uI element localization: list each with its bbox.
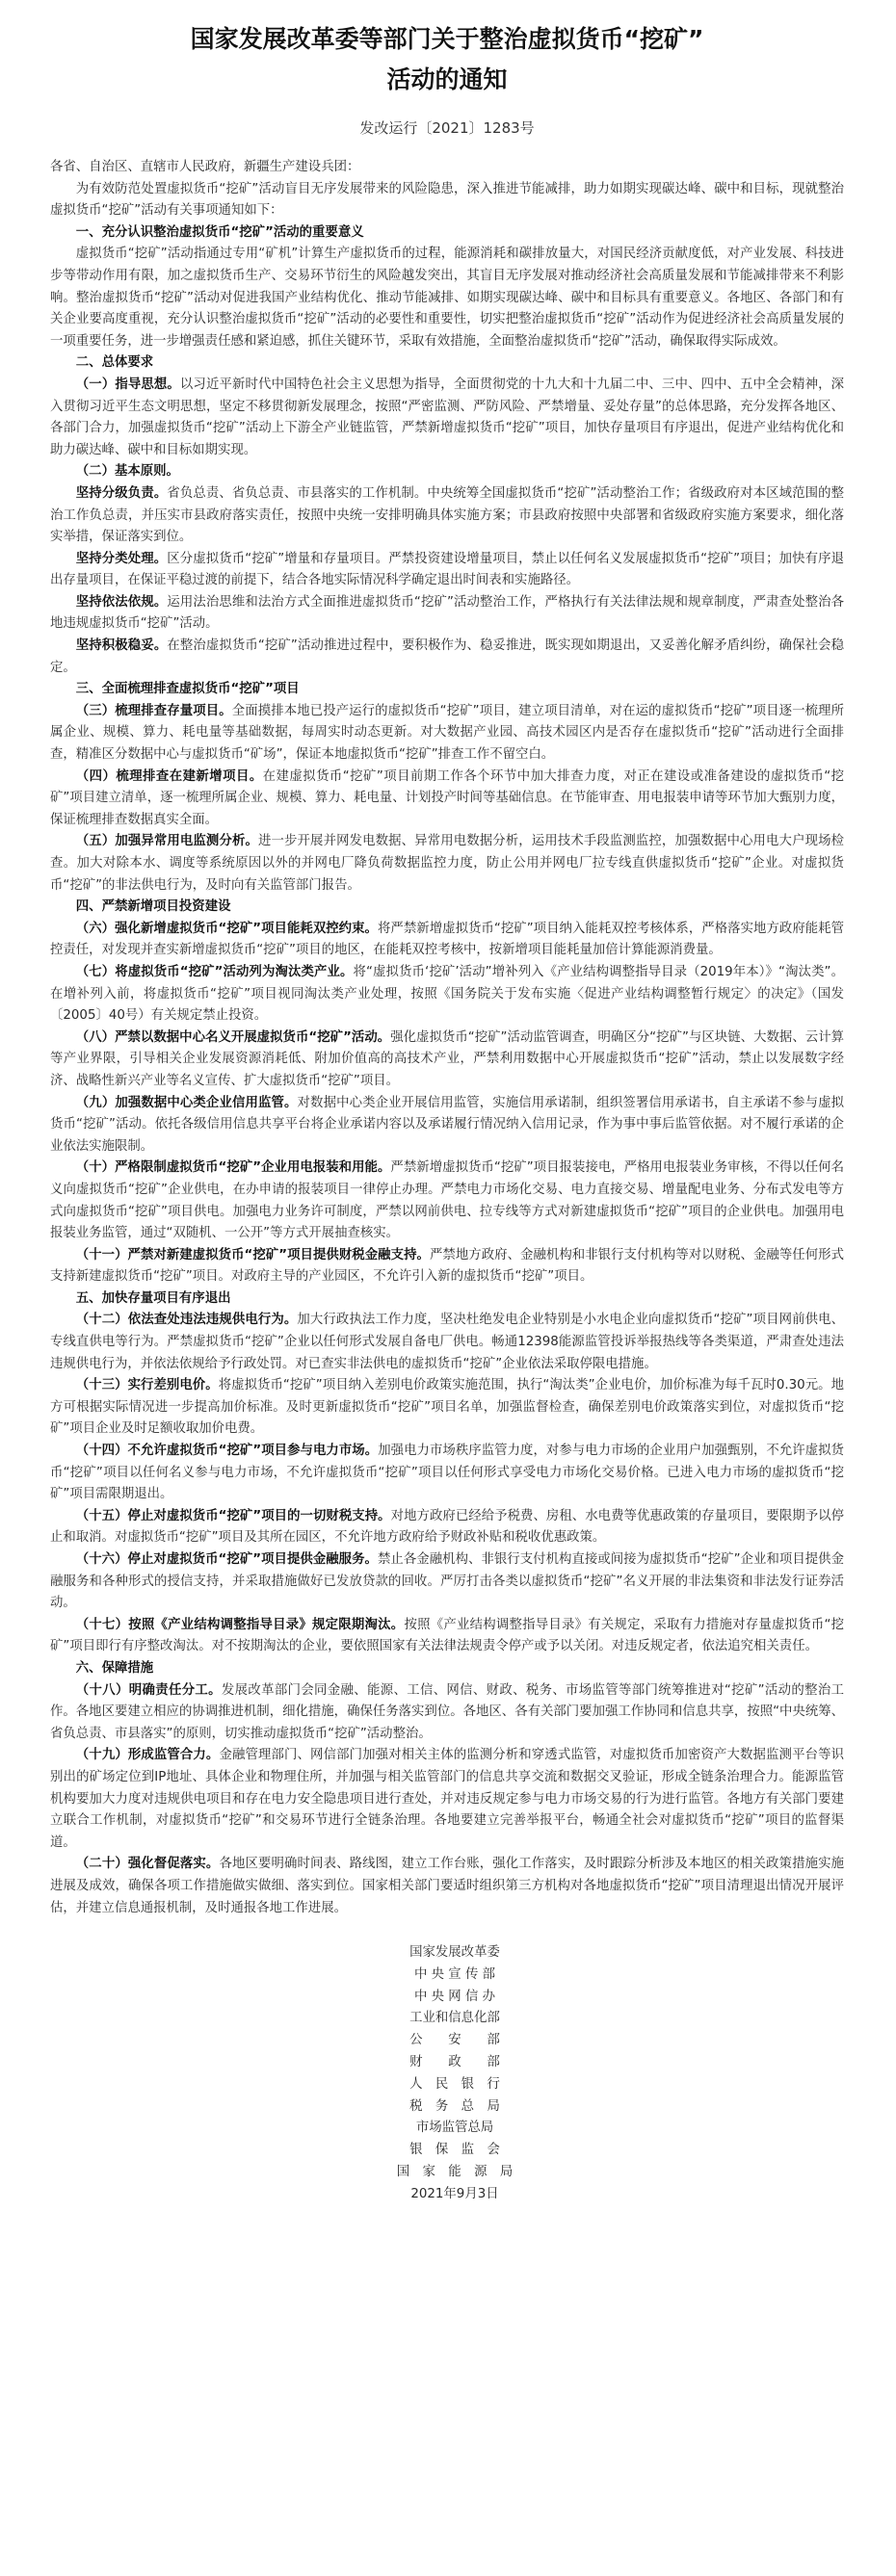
paragraph-text: 将虚拟货币“挖矿”项目纳入差别电价政策实施范围，执行“淘汰类”企业电价，加价标准为每千瓦时0.30元。地方可根据实际情况进一步提高加价标准。及时更新虚拟货币“挖矿”项目名单，加强监督检查，确保差别电价政策落实到位，对虚拟货币“挖矿”项目企业及时足额收取加价电费。 (50, 1378, 845, 1437)
body-paragraph (50, 1615, 844, 1658)
signatory: 中 央 宣 传 部 (414, 1966, 495, 1982)
paragraph-lead: （二十）强化督促落实。 (75, 1857, 220, 1872)
paragraph-lead: （七）将虚拟货币“挖矿”活动列为淘汰类产业。 (75, 964, 354, 979)
body-paragraph (50, 244, 844, 352)
document-body (50, 222, 844, 1919)
section-heading-text: 四、严禁新增项目投资建设 (75, 899, 231, 915)
section-heading (50, 679, 844, 701)
paragraph-text: 对数据中心类企业开展信用监管，实施信用承诺制，组织签署信用承诺书，自主承诺不参与虚拟货币“挖矿”活动。依托各级信用信息共享平台将企业承诺内容以及承诺履行情况纳入信用记录，作为事中事后监管依据。对不履行承诺的企业依法实施限制。 (50, 1095, 845, 1154)
signatory: 人 民 银 行 (409, 2076, 500, 2092)
signatory: 市场监管总局 (415, 2121, 494, 2136)
paragraph-text: 对地方政府已经给予税费、房租、水电费等优惠政策的存量项目，要限期予以停止和取消。对虚拟货币“挖矿”项目及其所在园区，不允许地方政府给予财政补贴和税收优惠政策。 (50, 1508, 845, 1546)
paragraph-lead: （十一）严禁对新建虚拟货币“挖矿”项目提供财税金融支持。 (75, 1247, 430, 1262)
paragraph-text: 运用法治思维和法治方式全面推进虚拟货币“挖矿”活动整治工作，严格执行有关法律法规和规章制度，严肃查处整治各地违规虚拟货币“挖矿”活动。 (50, 594, 845, 632)
body-paragraph (50, 919, 844, 962)
signatory: 国 家 能 源 局 (396, 2165, 514, 2180)
paragraph-text: 强化虚拟货币“挖矿”活动监管调查，明确区分“挖矿”与区块链、大数据、云计算等产业界限，引导相关企业发展资源消耗低、附加价值高的高技术产业，严禁利用数据中心开展虚拟货币“挖矿”活动，禁止以发展数字经济、战略性新兴产业等名义宣传、扩大虚拟货币“挖矿”项目。 (50, 1029, 845, 1088)
body-paragraph (50, 549, 844, 592)
paragraph-text: 全面摸排本地已投产运行的虚拟货币“挖矿”项目，建立项目清单，对在运的虚拟货币“挖矿”项目逐一梳理所属企业、规模、算力、耗电量等基础数据，每周实时动态更新。对大数据产业园、高技术园区内是否存在虚拟货币“挖矿”活动进行全面排查，精准区分数据中心与虚拟货币“矿场”，保证本地虚拟货币“挖矿”排查工作不留空白。 (50, 703, 845, 763)
section-heading-text: 五、加快存量项目有序退出 (75, 1290, 231, 1306)
body-paragraph (50, 1745, 844, 1854)
section-heading-text: 六、保障措施 (75, 1660, 154, 1676)
body-paragraph (50, 1245, 844, 1288)
paragraph-text: 金融管理部门、网信部门加强对相关主体的监测分析和穿透式监管，对虚拟货币加密资产大数据监测平台等识别出的矿场定位到IP地址、具体企业和物理住所，并加强与相关监管部门的信息共享交流和数据交叉验证，形成全链条治理合力。能源监管机构要加大力度对违规供电项目和存在电力安全隐患项目进行查处，并对违反规定参与电力市场交易的行为进行监管。各地方有关部门要建立联合工作机制，对虚拟货币“挖矿”和交易环节进行全链条治理。各地要建立完善举报平台，畅通全社会对虚拟货币“挖矿”项目的监督渠道。 (50, 1748, 844, 1850)
signatory: 银 保 监 会 (409, 2143, 500, 2158)
body-paragraph (50, 375, 844, 461)
paragraph-text: 省负总责、省负总责、市县落实的工作机制。中央统筹全国虚拟货币“挖矿”活动整治工作；省级政府对本区域范围的整治工作负总责，并压实市县政府落实责任，按照中央统一安排明确具体实施方案；市县政府按照中央部署和省级政府实施方案要求，细化落实举措，保证落实到位。 (50, 485, 845, 545)
issue-date: 2021年9月3日 (410, 2186, 499, 2201)
document-number: 发改运行〔2021〕1283号 (359, 119, 535, 137)
paragraph-text: 区分虚拟货币“挖矿”增量和存量项目。严禁投资建设增量项目，禁止以任何名义发展虚拟货币“挖矿”项目；加快有序退出存量项目，在保证平稳过渡的前提下，结合各地实际情况科学确定退出时间表和实施路径。 (50, 551, 845, 588)
paragraph-text: 严禁新增虚拟货币“挖矿”项目报装接电，严格用电报装业务审核，不得以任何名义向虚拟货币“挖矿”企业供电，在办申请的报装项目一律停止办理。严禁电力市场化交易、电力直接交易、增量配电业务、分布式发电等方式向虚拟货币“挖矿”项目供电。加强电力业务许可制度，严禁以网前供电、拉专线等方式对新建虚拟货币“挖矿”项目的企业供电。加强用电报装业务监管，通过“双随机、一公开”等方式开展抽查核实。 (50, 1160, 844, 1241)
signatory: 财 政 部 (409, 2055, 500, 2070)
body-paragraph (50, 483, 844, 549)
signatory: 公 安 部 (409, 2033, 500, 2048)
paragraph-text: 虚拟货币“挖矿”活动指通过专用“矿机”计算生产虚拟货币的过程，能源消耗和碳排放量大，对国民经济贡献度低，对产业发展、科技进步等带动作用有限，加之虚拟货币生产、交易环节衍生的风险越发突出，其盲目无序发展对推动经济社会高质量发展和节能减排带来不利影响。整治虚拟货币“挖矿”活动对促进我国产业结构优化、推动节能减排、如期实现碳达峰、碳中和目标具有重要意义。各地区、各部门和有关企业要高度重视，充分认识整治虚拟货币“挖矿”活动的必要性和重要性，切实把整治虚拟货币“挖矿”活动作为促进经济社会高质量发展的一项重要任务，进一步增强责任感和紧迫感，抓住关键环节，采取有效措施，全面整治虚拟货币“挖矿”活动，确保取得实际成效。 (50, 247, 844, 349)
paragraph-lead: （十六）停止对虚拟货币“挖矿”项目提供金融服务。 (75, 1552, 378, 1567)
body-paragraph (50, 1310, 844, 1375)
paragraph-lead: 坚持依法依规。 (75, 594, 168, 610)
signatory: 国家发展改革委 (409, 1945, 500, 1961)
body-paragraph (50, 592, 844, 636)
paragraph-text: 在整治虚拟货币“挖矿”活动推进过程中，要积极作为、稳妥推进，既实现如期退出，又妥善化解矛盾纠纷，确保社会稳定。 (50, 638, 845, 675)
paragraph-text: 加强电力市场秩序监管力度，对参与电力市场的企业用户加强甄别，不允许虚拟货币“挖矿”项目以任何名义参与电力市场，不允许虚拟货币“挖矿”项目以任何形式享受电力市场化交易价格。已进入电力市场的虚拟货币“挖矿”项目需限期退出。 (50, 1444, 844, 1502)
paragraph-text: 将严禁新增虚拟货币“挖矿”项目纳入能耗双控考核体系，严格落实地方政府能耗管控责任，对发现并查实新增虚拟货币“挖矿”项目的地区，在能耗双控考核中，按新增项目能耗量加倍计算能源消费量。 (50, 921, 845, 958)
section-heading (50, 1658, 844, 1680)
paragraph-lead: （九）加强数据中心类企业信用监管。 (75, 1095, 298, 1110)
signatory: 中 央 网 信 办 (414, 1989, 495, 2004)
paragraph-text: 发展改革部门会同金融、能源、工信、网信、财政、税务、市场监管等部门统筹推进对“挖矿”活动的整治工作。各地区要建立相应的协调推进机制，细化措施，确保任务落实到位。各地区、各有关部门要加强工作协同和信息共享，按照“中央统筹、省负总责、市县落实”的原则，切实推动虚拟货币“挖矿”活动整治。 (50, 1682, 845, 1741)
paragraph-text: 将“虚拟货币‘挖矿’活动”增补列入《产业结构调整指导目录（2019年本）》“淘汰类”。在增补列入前，将虚拟货币“挖矿”项目视同淘汰类产业处理，按照《国务院关于发布实施〈促进产业结构调整暂行规定〉的决定》（国发〔2005〕40号）有关规定禁止投资。 (50, 964, 844, 1024)
body-paragraph (50, 962, 844, 1028)
paragraph-text: 各地区要明确时间表、路线图，建立工作台账，强化工作落实，及时跟踪分析涉及本地区的相关政策措施实施进展及成效，确保各项工作措施做实做细、落实到位。国家相关部门要适时组织第三方机构对各地虚拟货币“挖矿”项目清理退出情况开展评估，并建立信息通报机制，及时通报各地工作进展。 (50, 1857, 844, 1915)
intro-paragraph: 为有效防范处置虚拟货币“挖矿”活动盲目无序发展带来的风险隐患，深入推进节能减排，助力如期实现碳达峰、碳中和目标，现就整治虚拟货币“挖矿”活动有关事项通知如下： (50, 181, 844, 219)
paragraph-lead: （十四）不允许虚拟货币“挖矿”项目参与电力市场。 (75, 1444, 379, 1459)
section-heading (50, 897, 844, 919)
body-paragraph (50, 1028, 844, 1093)
paragraph-text: 严禁地方政府、金融机构和非银行支付机构等对以财税、金融等任何形式支持新建虚拟货币“挖矿”项目。对政府主导的产业园区，不允许引入新的虚拟货币“挖矿”项目。 (50, 1247, 844, 1285)
signatory-block (349, 1942, 561, 2206)
section-heading-text: 三、全面梳理排查虚拟货币“挖矿”项目 (75, 682, 300, 697)
body-paragraph (50, 1093, 844, 1158)
section-heading (50, 1288, 844, 1311)
paragraph-lead: （五）加强异常用电监测分析。 (75, 834, 258, 849)
body-paragraph (50, 1680, 844, 1746)
paragraph-lead: （三）梳理排查存量项目。 (75, 703, 232, 718)
body-paragraph (50, 1158, 844, 1244)
section-heading-text: 二、总体要求 (75, 355, 154, 371)
paragraph-text: 在建虚拟货币“挖矿”项目前期工作各个环节中加大排查力度，对正在建设或准备建设的虚拟货币“挖矿”项目建立清单，逐一梳理所属企业、规模、算力、耗电量、计划投产时间等基础信息。在节能审查、用电报装申请等环节加大甄别力度，保证梳理排查数据真实全面。 (50, 768, 845, 827)
body-paragraph (50, 461, 844, 483)
paragraph-lead: （六）强化新增虚拟货币“挖矿”项目能耗双控约束。 (75, 921, 378, 936)
section-heading (50, 222, 844, 245)
paragraph-text: 按照《产业结构调整指导目录》有关规定，采取有力措施对存量虚拟货币“挖矿”项目即行有序整改淘汰。对不按期淘汰的企业，要依照国家有关法律法规责令停产或予以关闭。对违反规定者，依法追究相关责任。 (50, 1617, 845, 1654)
section-heading-text: 一、充分认识整治虚拟货币“挖矿”活动的重要意义 (75, 224, 364, 240)
paragraph-lead: 坚持分类处理。 (75, 551, 168, 566)
body-paragraph (50, 1549, 844, 1615)
paragraph-text: 禁止各金融机构、非银行支付机构直接或间接为虚拟货币“挖矿”企业和项目提供金融服务和各种形式的授信支持，并采取措施做好已发放贷款的回收。严厉打击各类以虚拟货币“挖矿”名义开展的非法集资和非法发行证券活动。 (50, 1552, 845, 1611)
body-paragraph (50, 831, 844, 897)
addressee: 各省、自治区、直辖市人民政府，新疆生产建设兵团： (50, 160, 360, 174)
paragraph-lead: （十九）形成监管合力。 (75, 1748, 220, 1763)
paragraph-lead: （十三）实行差别电价。 (75, 1378, 219, 1393)
paragraph-lead: （十五）停止对虚拟货币“挖矿”项目的一切财税支持。 (75, 1508, 391, 1523)
paragraph-lead: （一）指导思想。 (75, 377, 180, 392)
paragraph-text: 进一步开展并网发电数据、异常用电数据分析，运用技术手段监测监控，加强数据中心用电大户现场检查。加大对除本水、调度等系统原因以外的并网电厂降负荷数据监控力度，防止公用并网电厂拉专线直供虚拟货币“挖矿”企业。对虚拟货币“挖矿”的非法供电行为，及时向有关监管部门报告。 (50, 834, 845, 893)
paragraph-text: 以习近平新时代中国特色社会主义思想为指导，全面贯彻党的十九大和十九届二中、三中、四中、五中全会精神，深入贯彻习近平生态文明思想，坚定不移贯彻新发展理念，按照“严密监测、严防风险、严禁增量、妥处存量”的总体思路，充分发挥各地区、各部门合力，加强虚拟货币“挖矿”活动上下游全产业链监管，严禁新增虚拟货币“挖矿”项目，加快存量项目有序退出，促进产业结构优化和助力碳达峰、碳中和目标如期实现。 (50, 377, 845, 457)
signatory: 税 务 总 局 (409, 2098, 500, 2114)
paragraph-lead: （十）严格限制虚拟货币“挖矿”企业用电报装和用能。 (75, 1160, 391, 1176)
paragraph-lead: （八）严禁以数据中心名义开展虚拟货币“挖矿”活动。 (75, 1029, 391, 1045)
signatory: 工业和信息化部 (409, 2011, 500, 2026)
document-title (50, 19, 844, 100)
paragraph-lead: （二）基本原则。 (75, 464, 179, 480)
body-paragraph (50, 1441, 844, 1506)
body-paragraph (50, 1506, 844, 1549)
body-paragraph (50, 1854, 844, 1919)
paragraph-lead: （十八）明确责任分工。 (75, 1682, 222, 1698)
body-paragraph (50, 767, 844, 832)
paragraph-lead: （四）梳理排查在建新增项目。 (75, 768, 263, 784)
title-line-2: 活动的通知 (386, 65, 508, 93)
body-paragraph (50, 701, 844, 767)
paragraph-lead: （十七）按照《产业结构调整指导目录》规定限期淘汰。 (75, 1617, 405, 1632)
body-paragraph (50, 636, 844, 679)
section-heading (50, 352, 844, 375)
paragraph-lead: （十二）依法查处违法违规供电行为。 (75, 1313, 298, 1328)
paragraph-lead: 坚持积极稳妥。 (75, 638, 168, 654)
title-line-1: 国家发展改革委等部门关于整治虚拟货币“挖矿” (190, 25, 704, 53)
paragraph-text: 加大行政执法工作力度，坚决杜绝发电企业特别是小水电企业向虚拟货币“挖矿”项目网前供电、专线直供电等行为。严禁虚拟货币“挖矿”企业以任何形式发展自备电厂供电。畅通12398能源监管投诉举报热线等各类渠道，严肃查处违法违规供电行为，并依法依规给予行政处罚。对已查实非法供电的虚拟货币“挖矿”企业依法采取停限电措施。 (50, 1313, 844, 1371)
paragraph-lead: 坚持分级负责。 (75, 485, 168, 501)
body-paragraph (50, 1375, 844, 1441)
